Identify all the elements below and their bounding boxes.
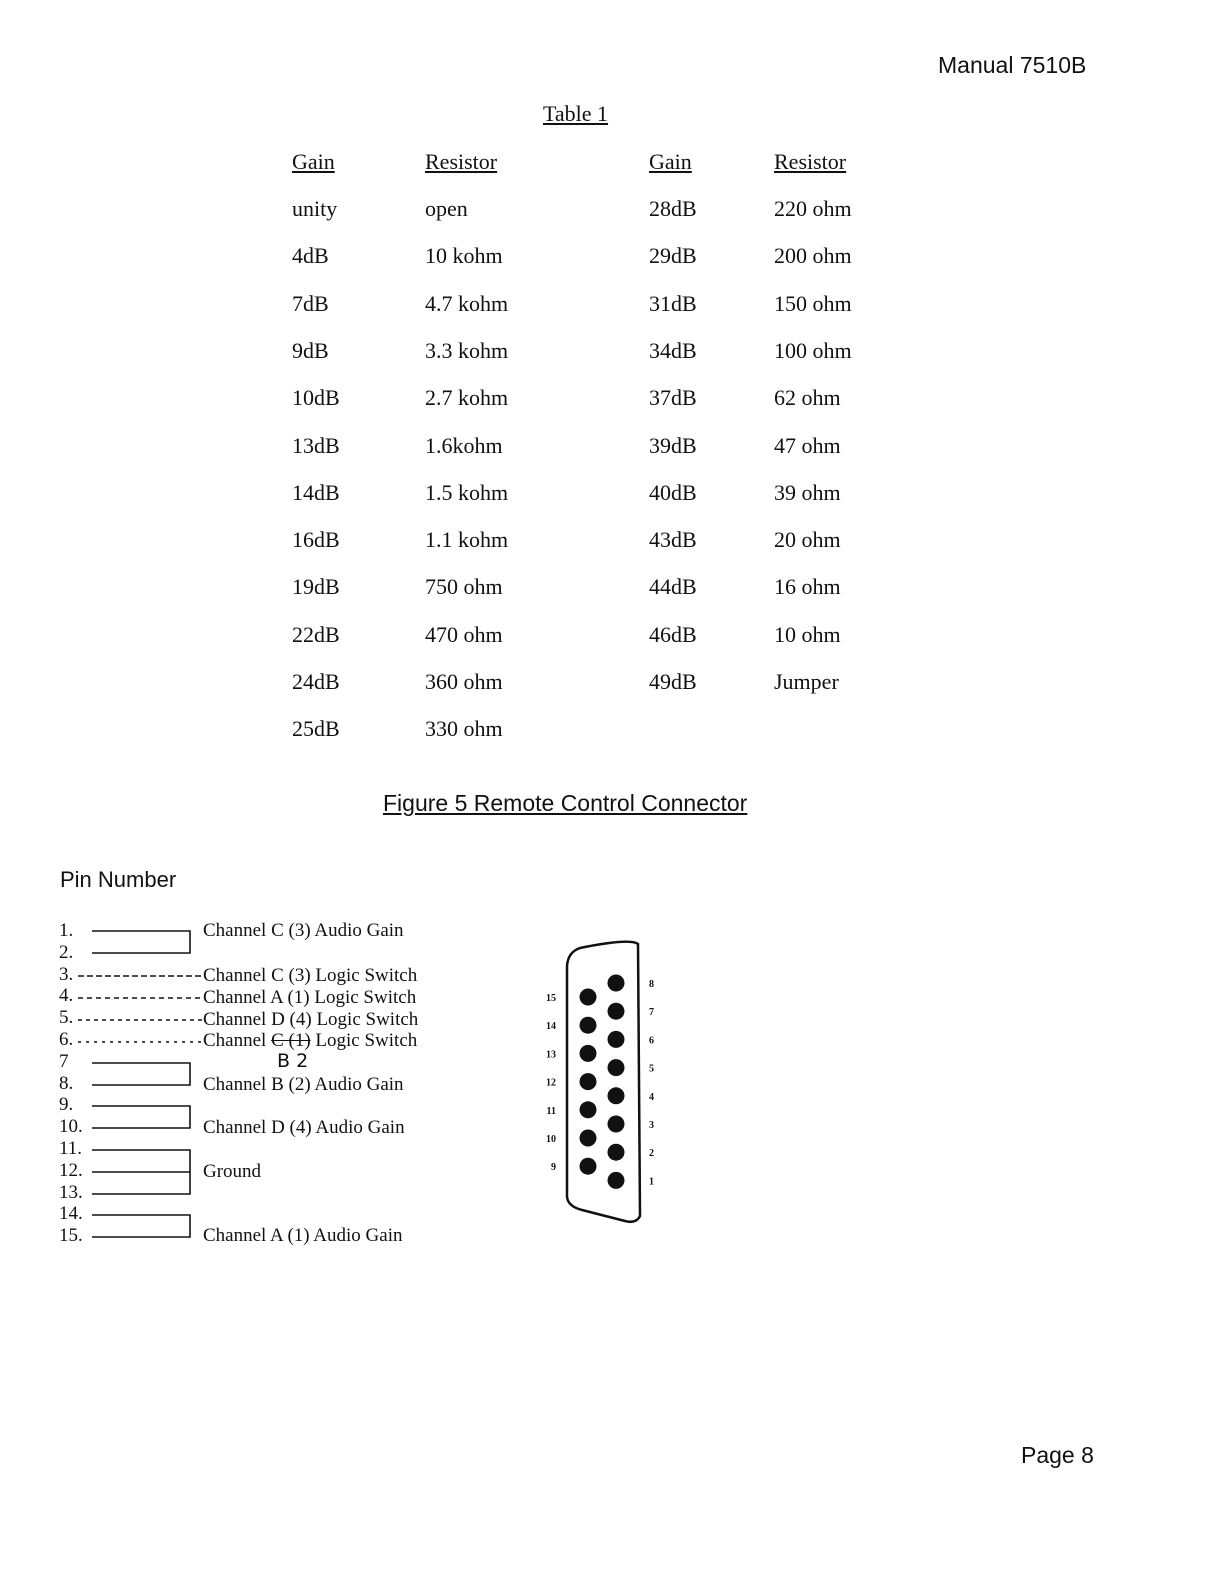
table-cell-gain-2: 37dB <box>649 385 697 411</box>
connector-pin-bottom <box>580 1073 597 1090</box>
pin-number-label: 15. <box>59 1225 83 1247</box>
wire-pins-14-15 <box>92 1215 190 1237</box>
connector-pin-label-top: 7 <box>649 1007 654 1019</box>
table-cell-resistor-2: 100 ohm <box>774 337 852 363</box>
table-cell-resistor-2: 200 ohm <box>774 243 852 269</box>
signal-label-channel-c-logic-switch: Channel C (3) Logic Switch <box>203 965 418 986</box>
connector-pin-bottom <box>580 989 597 1006</box>
handwritten-correction: B 2 <box>277 1050 309 1072</box>
pin-number-label: 13. <box>59 1181 83 1203</box>
pin-number-label: 3. <box>59 963 74 985</box>
table-cell-gain-1: unity <box>292 196 338 221</box>
signal-label-channel-b-audio-gain: Channel B (2) Audio Gain <box>203 1074 404 1095</box>
connector-pin-top <box>608 975 625 992</box>
connector-pin-label-bottom: 10 <box>546 1134 556 1145</box>
table-cell-resistor-2: 20 ohm <box>774 527 841 553</box>
table-cell-gain-1: 4dB <box>292 243 329 269</box>
table-header-gain-2: Gain <box>649 149 692 174</box>
connector-pin-label-top: 3 <box>649 1120 654 1131</box>
signal-label-ground: Ground <box>203 1161 262 1182</box>
pin-number-label: 11. <box>59 1138 83 1159</box>
connector-pin-top <box>608 1087 625 1104</box>
db15-connector-shell <box>567 942 640 1222</box>
table-cell-gain-1: 22dB <box>292 621 340 647</box>
pin-number-label: 12. <box>59 1159 83 1181</box>
connector-top-row-pins <box>608 975 625 1189</box>
table-cell-gain-2: 43dB <box>649 527 697 553</box>
signal-label-channel-a-logic-switch: Channel A (1) Logic Switch <box>203 987 417 1008</box>
connector-pin-bottom <box>580 1158 597 1175</box>
signal-prefix: Channel <box>203 1030 272 1051</box>
table-cell-resistor-2: 62 ohm <box>774 385 841 411</box>
table-cell-resistor-2: 39 ohm <box>774 479 841 505</box>
pin-number-label: 6. <box>59 1029 74 1050</box>
connector-bottom-row-labels <box>546 993 556 1173</box>
table-cell-gain-1: 24dB <box>292 669 340 694</box>
table-cell-resistor-1: 1.1 kohm <box>425 527 509 553</box>
pin-number-label: 8. <box>59 1072 74 1094</box>
table-cell-resistor-1: 3.3 kohm <box>425 337 509 363</box>
table-cell-gain-2: 39dB <box>649 432 697 458</box>
table-cell-resistor-1: 4.7 kohm <box>425 290 509 316</box>
table-cell-resistor-2: 16 ohm <box>774 574 841 600</box>
wire-pins-9-10 <box>92 1106 190 1128</box>
pin-number-label: 5. <box>59 1007 74 1029</box>
manual-header: Manual 7510B <box>938 52 1087 78</box>
wire-pins-11-13 <box>92 1150 190 1194</box>
pin-number-label: 4. <box>59 985 74 1007</box>
table-header-resistor-2: Resistor <box>774 149 847 174</box>
table-cell-resistor-1: 2.7 kohm <box>425 385 509 411</box>
connector-pin-label-top: 8 <box>649 979 654 990</box>
table-cell-resistor-1: 10 kohm <box>425 243 503 269</box>
pin-number-label: 9. <box>59 1094 74 1116</box>
signal-label-channel-d-audio-gain: Channel D (4) Audio Gain <box>203 1117 405 1138</box>
table-cell-resistor-1: 1.5 kohm <box>425 479 509 505</box>
struck-channel-text: C (1) <box>271 1030 311 1051</box>
connector-pin-bottom <box>580 1101 597 1118</box>
table-cell-resistor-2: 220 ohm <box>774 196 852 221</box>
connector-pin-label-bottom: 12 <box>546 1077 556 1089</box>
table-cell-gain-1: 7dB <box>292 290 329 316</box>
table-cell-resistor-1: 1.6kohm <box>425 432 503 458</box>
pin-number-label: 1. <box>59 920 74 941</box>
connector-pin-label-top: 1 <box>649 1176 654 1188</box>
page-number: Page 8 <box>1021 1442 1094 1468</box>
table-cell-resistor-1: open <box>425 196 468 221</box>
table-cell-resistor-1: 360 ohm <box>425 669 503 694</box>
wire-pins-7-8 <box>92 1063 190 1085</box>
connector-pin-label-top: 5 <box>649 1063 654 1075</box>
table-cell-gain-2: 29dB <box>649 243 697 269</box>
signal-label-channel-a-audio-gain: Channel A (1) Audio Gain <box>203 1225 403 1246</box>
pin-wiring-lines <box>78 931 202 1237</box>
wire-pins-1-2 <box>92 931 190 953</box>
table-cell-gain-1: 13dB <box>292 432 340 458</box>
pin-number-label: 14. <box>59 1203 83 1225</box>
connector-pin-top <box>608 1003 625 1020</box>
pin-number-label: 2. <box>59 941 74 963</box>
signal-label-channel-c-audio-gain: Channel C (3) Audio Gain <box>203 920 404 941</box>
table-cell-gain-1: 10dB <box>292 385 340 411</box>
table-header-gain-1: Gain <box>292 149 335 174</box>
connector-pin-bottom <box>580 1045 597 1062</box>
connector-pin-top <box>608 1172 625 1189</box>
table-cell-resistor-1: 750 ohm <box>425 574 503 600</box>
table-header-resistor-1: Resistor <box>425 149 498 174</box>
table-cell-gain-1: 16dB <box>292 527 340 553</box>
table-cell-resistor-1: 470 ohm <box>425 621 503 647</box>
connector-pin-label-top: 6 <box>649 1035 654 1047</box>
table-cell-resistor-2: 47 ohm <box>774 432 841 458</box>
table-cell-gain-2: 44dB <box>649 574 697 600</box>
table-cell-gain-2: 40dB <box>649 479 697 505</box>
pin-number-heading: Pin Number <box>60 867 177 892</box>
table-cell-gain-1: 14dB <box>292 479 340 505</box>
table-cell-gain-2: 31dB <box>649 290 697 316</box>
table-cell-resistor-2: 150 ohm <box>774 290 852 316</box>
table-cell-gain-2: 49dB <box>649 669 697 694</box>
connector-pin-label-bottom: 9 <box>551 1162 556 1174</box>
connector-pin-label-bottom: 15 <box>546 993 556 1004</box>
connector-pin-top <box>608 1031 625 1048</box>
table-cell-gain-1: 9dB <box>292 337 329 363</box>
connector-pin-label-bottom: 14 <box>546 1021 556 1033</box>
table-cell-resistor-1: 330 ohm <box>425 716 503 742</box>
signal-suffix: Logic Switch <box>310 1030 418 1051</box>
pin-number-label: 10. <box>59 1116 83 1138</box>
table-cell-resistor-2: Jumper <box>774 669 839 694</box>
figure-title: Figure 5 Remote Control Connector <box>383 790 748 816</box>
connector-pin-top <box>608 1116 625 1133</box>
table-cell-gain-2: 28dB <box>649 196 697 221</box>
connector-pin-top <box>608 1144 625 1161</box>
connector-pin-label-top: 2 <box>649 1148 654 1160</box>
signal-label-channel-d-logic-switch: Channel D (4) Logic Switch <box>203 1009 419 1030</box>
connector-pin-label-top: 4 <box>649 1091 654 1103</box>
connector-pin-bottom <box>580 1017 597 1034</box>
connector-bottom-row-pins <box>580 989 597 1175</box>
table-cell-gain-2: 46dB <box>649 621 697 647</box>
table-cell-gain-2: 34dB <box>649 337 697 363</box>
connector-pin-label-bottom: 13 <box>546 1049 556 1061</box>
pin-number-label: 7 <box>59 1050 69 1072</box>
connector-top-row-labels <box>649 979 654 1187</box>
connector-pin-top <box>608 1059 625 1076</box>
table-title: Table 1 <box>543 101 609 126</box>
connector-pin-bottom <box>580 1130 597 1147</box>
table-cell-gain-1: 25dB <box>292 716 340 742</box>
table-cell-resistor-2: 10 ohm <box>774 621 841 647</box>
table-cell-gain-1: 19dB <box>292 574 340 600</box>
connector-pin-label-bottom: 11 <box>546 1105 556 1117</box>
